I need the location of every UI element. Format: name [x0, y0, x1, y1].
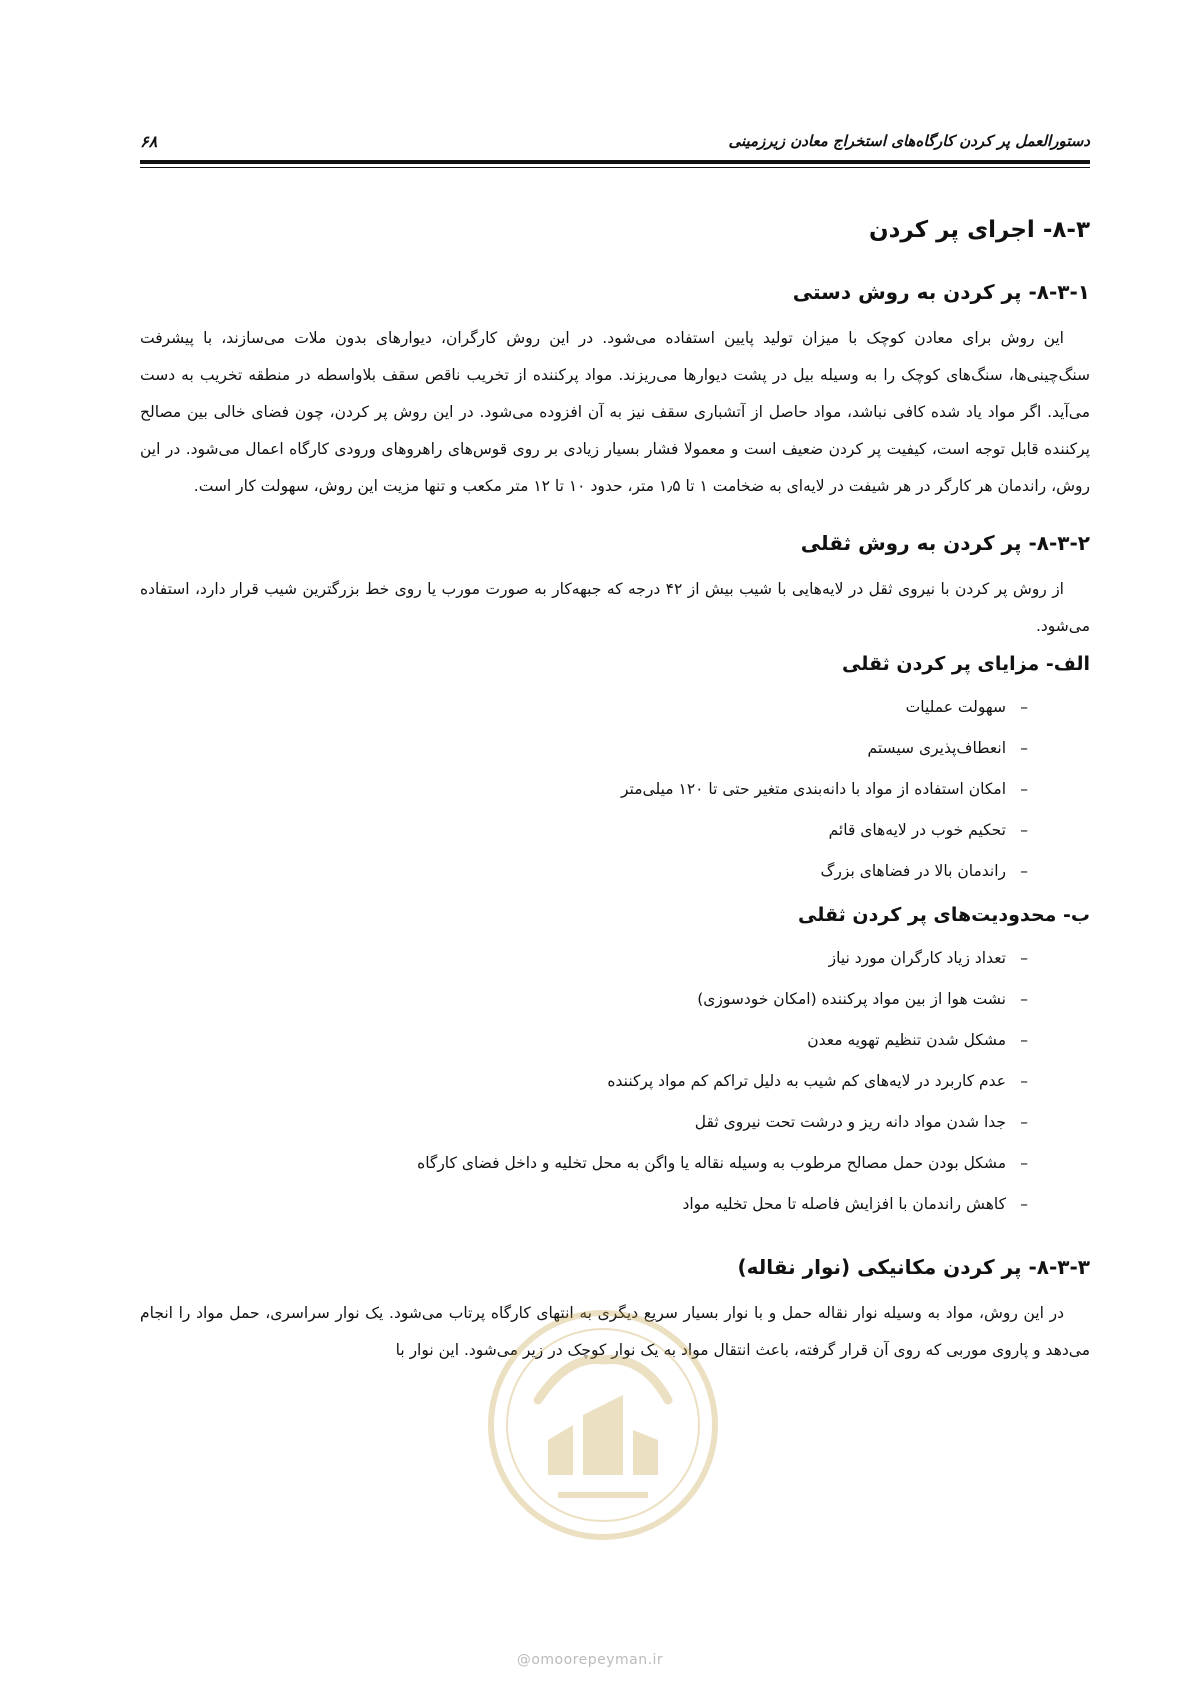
- dash-marker: –: [1020, 862, 1028, 880]
- dash-marker: –: [1020, 739, 1028, 757]
- dash-marker: –: [1020, 1031, 1028, 1049]
- section-8-3-3-paragraph: در این روش، مواد به وسیله نوار نقاله حمل و با نوار بسیار سریع دیگری به انتهای کارگاه پرتاب می‌شود. یک نوار سراسری، حمل مواد را انجام می‌دهد و پاروی موربی که روی آن قرار گرفته، باعث انتقال مواد به یک نوار کوچک در زیر می‌شود. این نوار با: [140, 1304, 1090, 1359]
- dash-marker: –: [1020, 780, 1028, 798]
- section-8-3-3-title: ۸-۳-۳- پر کردن مکانیکی (نوار نقاله): [737, 1255, 1090, 1279]
- header-rule-thick: [140, 160, 1090, 164]
- dash-marker: –: [1020, 821, 1028, 839]
- dash-marker: –: [1020, 990, 1028, 1008]
- advantages-heading: الف- مزایای پر کردن ثقلی: [842, 653, 1090, 675]
- list-item: –تعداد زیاد کارگران مورد نیاز: [140, 938, 1028, 979]
- page-number: ۶۸: [140, 132, 158, 151]
- list-item: –سهولت عملیات: [140, 687, 1028, 728]
- list-item: –کاهش راندمان با افزایش فاصله تا محل تخلیه مواد: [140, 1184, 1028, 1225]
- seal-watermark-logo: [478, 1300, 728, 1550]
- dash-marker: –: [1020, 698, 1028, 716]
- limitations-list: [140, 938, 1090, 1225]
- section-8-3-2-title: ۸-۳-۲- پر کردن به روش ثقلی: [800, 531, 1090, 555]
- list-item: –امکان استفاده از مواد با دانه‌بندی متغیر حتی تا ۱۲۰ میلی‌متر: [140, 769, 1028, 810]
- list-item: –مشکل شدن تنظیم تهویه معدن: [140, 1020, 1028, 1061]
- section-8-3-1-paragraph: این روش برای معادن کوچک با میزان تولید پایین استفاده می‌شود. در این روش کارگران، دیوارهای بدون ملات می‌سازند، با پیشرفت سنگ‌چینی‌ها، سنگ‌های کوچک را به وسیله بیل در پشت دیوارها می‌ریزند. مواد پرکننده از تخریب ناقص سقف بلاواسطه در منطقه تخریب به دست می‌آید. اگر مواد یاد شده کافی نباشد، مواد حاصل از آتشباری سقف نیز به آن افزوده می‌شود. در این روش پر کردن، چون فضای خالی بین مصالح پرکننده قابل توجه است، کیفیت پر کردن ضعیف است و معمولا فشار بسیار زیادی بر روی قوس‌های راهروهای ورودی کارگاه اعمال می‌شود. در این روش، راندمان هر کارگر در هر شیفت در لایه‌ای به ضخامت ۱ تا ۱٫۵ متر، حدود ۱۰ تا ۱۲ متر مکعب و تنها مزیت این روش، سهولت کار است.: [140, 329, 1090, 495]
- dash-marker: –: [1020, 949, 1028, 967]
- list-item: –نشت هوا از بین مواد پرکننده (امکان خودسوزی): [140, 979, 1028, 1020]
- dash-marker: –: [1020, 1113, 1028, 1131]
- list-item: –مشکل بودن حمل مصالح مرطوب به وسیله نقاله یا واگن به محل تخلیه و داخل فضای کارگاه: [140, 1143, 1028, 1184]
- list-item: –جدا شدن مواد دانه ریز و درشت تحت نیروی ثقل: [140, 1102, 1028, 1143]
- website-watermark: @omoorepeyman.ir: [516, 1652, 664, 1668]
- limitations-heading: ب- محدودیت‌های پر کردن ثقلی: [798, 904, 1090, 926]
- section-8-3-2-paragraph: از روش پر کردن با نیروی ثقل در لایه‌هایی با شیب بیش از ۴۲ درجه که جبهه‌کار به صورت مورب یا روی خط بزرگترین شیب قرار دارد، استفاده می‌شود.: [140, 580, 1090, 635]
- list-item: –راندمان بالا در فضاهای بزرگ: [140, 851, 1028, 892]
- header-rule-thin: [140, 167, 1090, 168]
- list-item: –عدم کاربرد در لایه‌های کم شیب به دلیل تراکم کم مواد پرکننده: [140, 1061, 1028, 1102]
- list-item: –انعطاف‌پذیری سیستم: [140, 728, 1028, 769]
- dash-marker: –: [1020, 1154, 1028, 1172]
- dash-marker: –: [1020, 1072, 1028, 1090]
- main-content: [140, 210, 1090, 1387]
- advantages-list: [140, 687, 1090, 892]
- running-title: دستورالعمل پر کردن کارگاه‌های استخراج معادن زیرزمینی: [728, 132, 1090, 150]
- section-8-3-title: ۸-۳- اجرای پر کردن: [869, 217, 1090, 243]
- running-header: [140, 128, 1090, 158]
- section-8-3-1-title: ۸-۳-۱- پر کردن به روش دستی: [792, 280, 1090, 304]
- list-item: –تحکیم خوب در لایه‌های قائم: [140, 810, 1028, 851]
- dash-marker: –: [1020, 1195, 1028, 1213]
